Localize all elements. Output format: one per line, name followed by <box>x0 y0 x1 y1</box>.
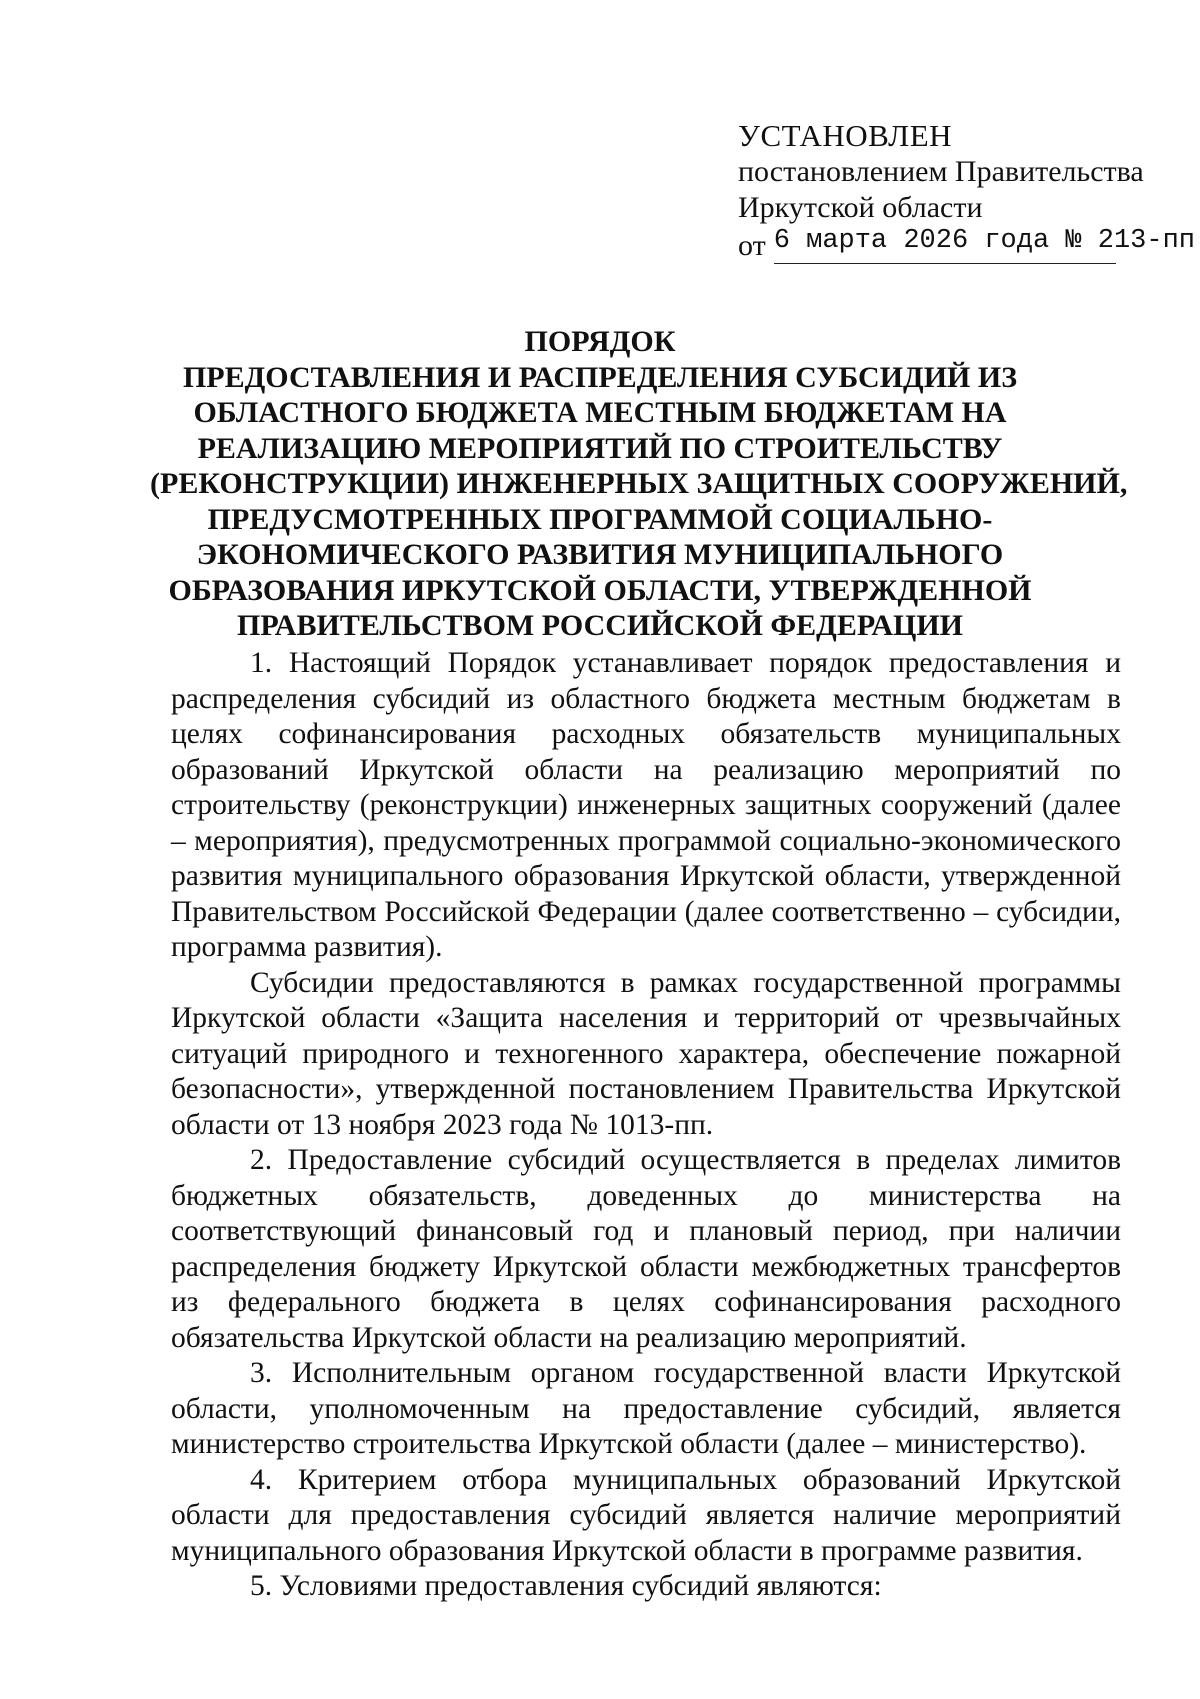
paragraph-1: 1. Настоящий Порядок устанавливает порядок предоставления и распределения субсидий из областного бюджета местным бюджетам в целях софинансирования расходных обязательств муниципальных образований Иркутской области на реализацию мероприятий по строительству (реконструкции) инженерных защитных сооружений (далее – мероприятия), предусмотренных программой социально-экономического развития муниципального образования Иркутской области, утвержденной Правительством Российской Федерации (далее соответственно – субсидии, программа развития). <box>171 647 1121 963</box>
title-heading: ПОРЯДОК <box>524 325 676 358</box>
approval-line-region: Иркутской области <box>738 191 983 224</box>
approval-date-prefix: от <box>738 229 766 262</box>
approval-heading: УСТАНОВЛЕН <box>738 118 953 153</box>
approval-date-value: 6 марта 2026 года № 213-пп <box>773 226 1195 256</box>
paragraph-3: 3. Исполнительным органом государственной власти Иркутской области, уполномоченным на предоставление субсидий, является министерство строительства Иркутской области (далее – министерство). <box>171 1357 1121 1460</box>
approval-date-row <box>738 226 1195 264</box>
approval-line-resolution: постановлением Правительства <box>738 155 1144 188</box>
title-line: ПРЕДУСМОТРЕННЫХ ПРОГРАММОЙ СОЦИАЛЬНО- <box>207 502 993 536</box>
document-body <box>171 646 1121 1605</box>
title-line: РЕАЛИЗАЦИЮ МЕРОПРИЯТИЙ ПО СТРОИТЕЛЬСТВУ <box>197 431 1003 465</box>
title-line: ПРЕДОСТАВЛЕНИЯ И РАСПРЕДЕЛЕНИЯ СУБСИДИЙ ИЗ <box>182 360 1018 394</box>
title-line: ПРАВИТЕЛЬСТВОМ РОССИЙСКОЙ ФЕДЕРАЦИИ <box>236 609 963 642</box>
approval-block <box>738 118 1195 264</box>
title-line: ОБЛАСТНОГО БЮДЖЕТА МЕСТНЫМ БЮДЖЕТАМ НА <box>193 396 1007 429</box>
title-line: ОБРАЗОВАНИЯ ИРКУТСКОЙ ОБЛАСТИ, УТВЕРЖДЕННОЙ <box>168 573 1032 607</box>
title-line: ЭКОНОМИЧЕСКОГО РАЗВИТИЯ МУНИЦИПАЛЬНОГО <box>196 538 1004 571</box>
paragraph-4: 4. Критерием отбора муниципальных образований Иркутской области для предоставления субсидий является наличие мероприятий муниципального образования Иркутской области в программе развития. <box>171 1463 1121 1567</box>
paragraph-5: 5. Условиями предоставления субсидий являются: <box>250 1570 882 1602</box>
paragraph-2: 2. Предоставление субсидий осуществляется в пределах лимитов бюджетных обязательств, доведенных до министерства на соответствующий финансовый год и плановый период, при наличии распределения бюджету Иркутской области межбюджетных трансфертов из федерального бюджета в целях софинансирования расходного обязательства Иркутской области на реализацию мероприятий. <box>171 1144 1121 1354</box>
document-title <box>150 324 1128 644</box>
approval-date-underline <box>773 226 1195 264</box>
paragraph-subsidies-program: Субсидии предоставляются в рамках государственной программы Иркутской области «Защита населения и территорий от чрезвычайных ситуаций природного и техногенного характера, обеспечение пожарной безопасности», утвержденной постановлением Правительства Иркутской области от 13 ноября 2023 года № 1013-пп. <box>171 966 1121 1141</box>
title-line: (РЕКОНСТРУКЦИИ) ИНЖЕНЕРНЫХ ЗАЩИТНЫХ СООРУЖЕНИЙ, <box>150 467 1128 500</box>
